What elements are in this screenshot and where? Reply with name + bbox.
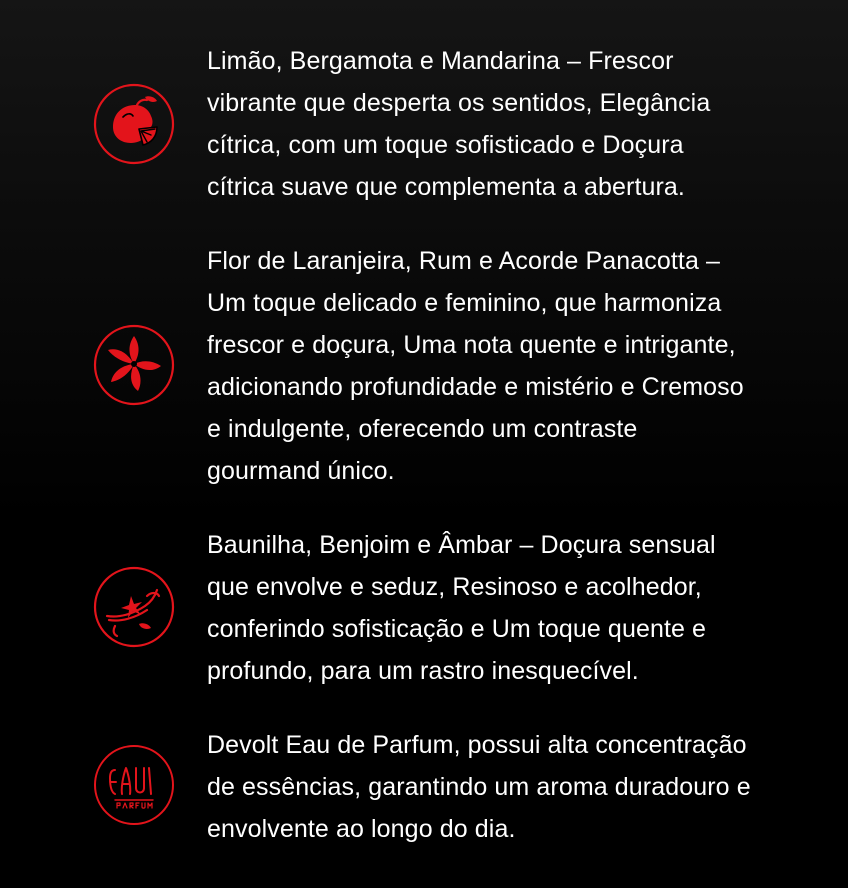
note-text: Baunilha, Benjoim e Âmbar – Doçura sensual que envolve e seduz, Resinoso e acolhedor, conferindo sofisticação e Um toque quente e profundo, para um rastro inesquecível. [207, 531, 716, 685]
vanilla-icon [93, 566, 175, 648]
citrus-icon [93, 83, 175, 165]
flower-icon [93, 324, 175, 406]
eau-de-parfum-icon [93, 744, 175, 826]
note-text: Limão, Bergamota e Mandarina – Frescor vibrante que desperta os sentidos, Elegância cítrica, com um toque sofisticado e Doçura cítrica suave que complementa a abertura. [207, 47, 711, 201]
note-text: Devolt Eau de Parfum, possui alta concentração de essências, garantindo um aroma duradouro e envolvente ao longo do dia. [207, 731, 751, 843]
note-text: Flor de Laranjeira, Rum e Acorde Panacotta – Um toque delicado e feminino, que harmoniza frescor e doçura, Uma nota quente e intrigante, adicionando profundidade e mistério e Cremoso e indulgente, oferecendo um contraste gourmand único. [207, 247, 744, 485]
